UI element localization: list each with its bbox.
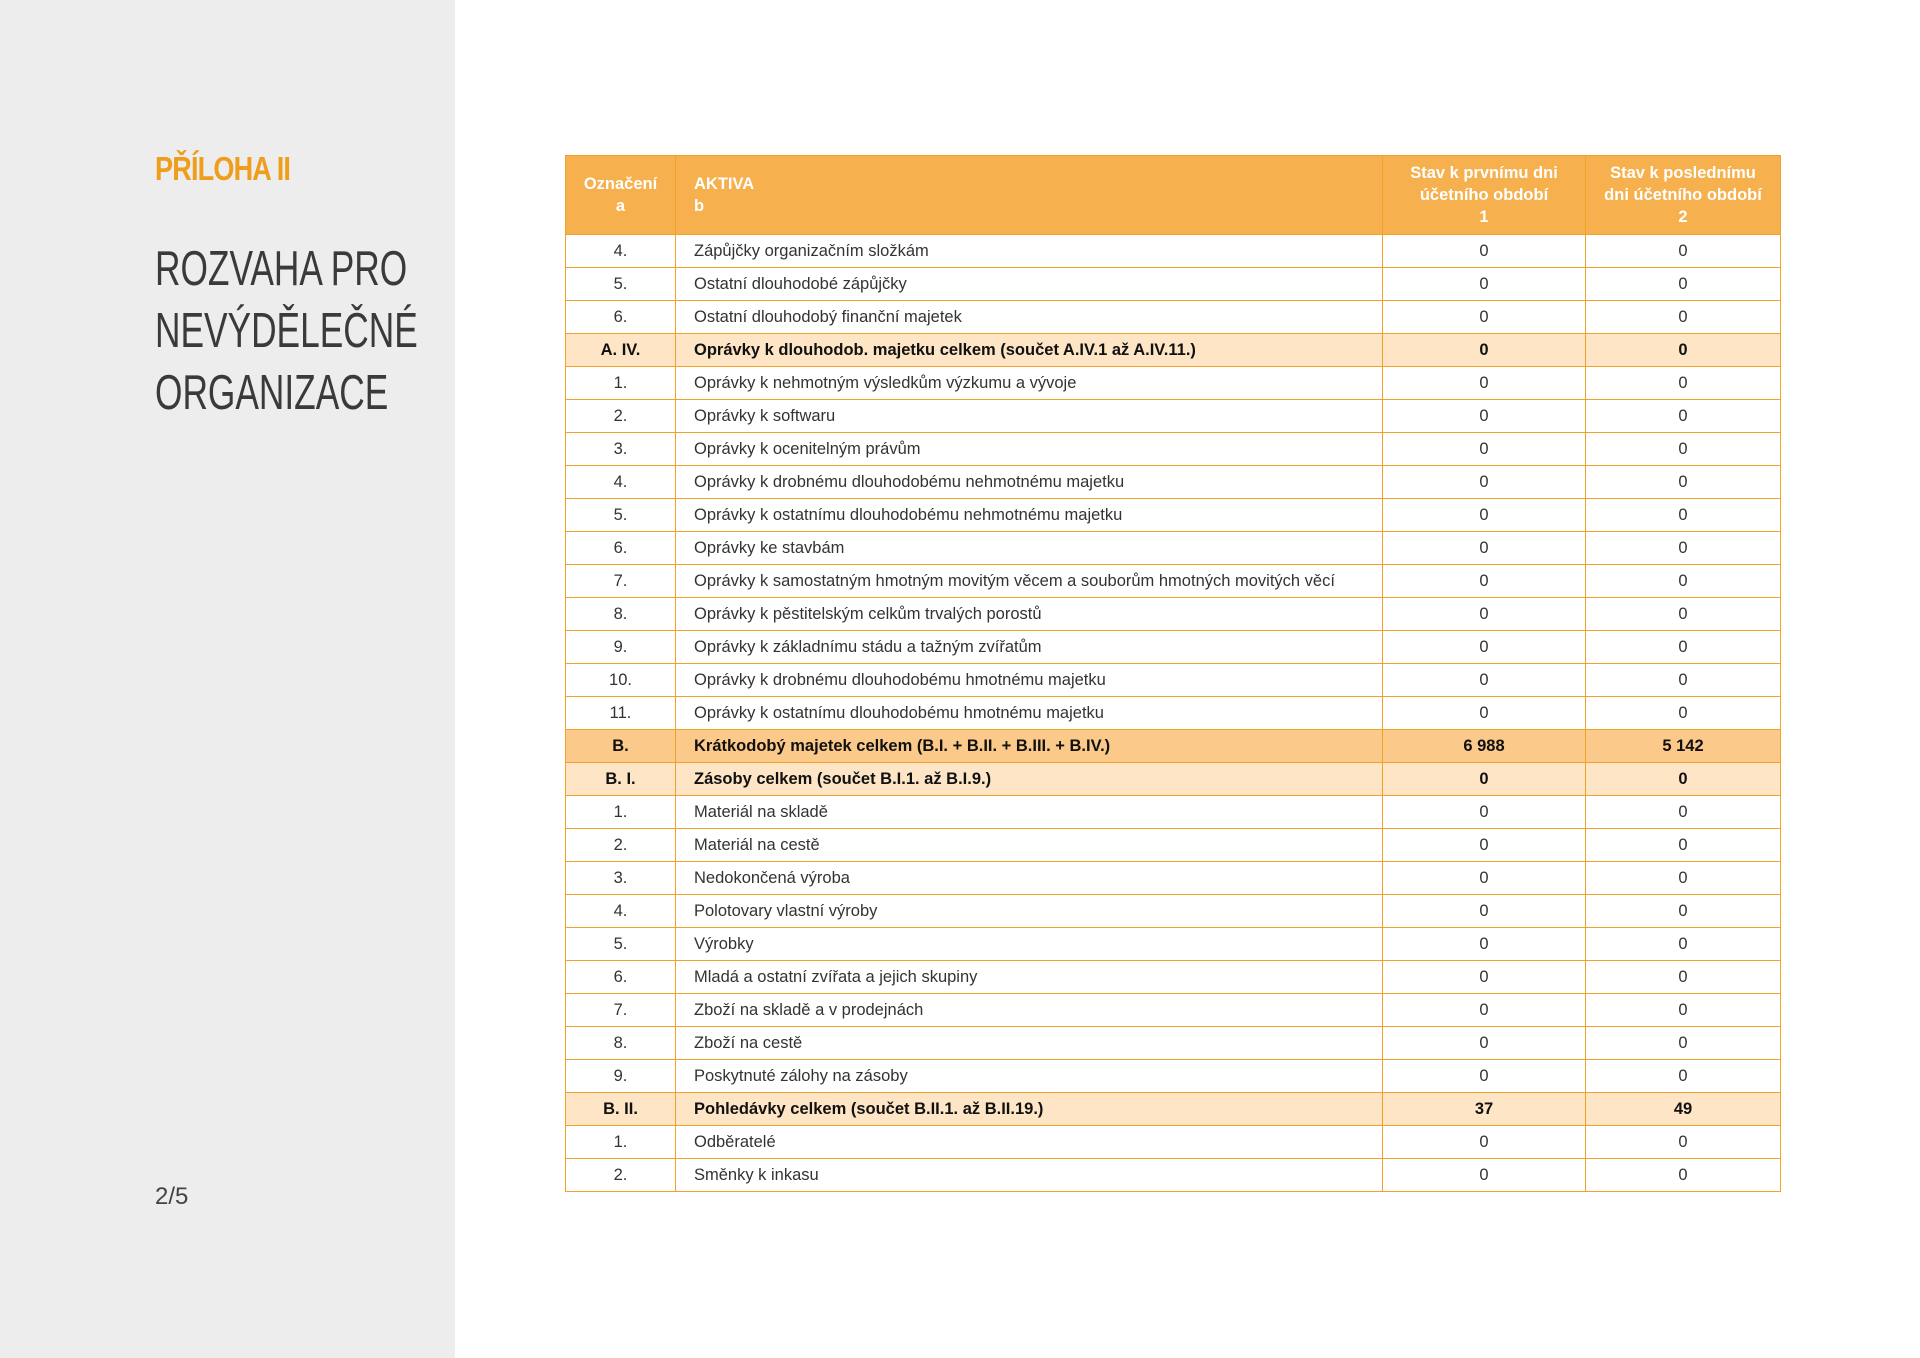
row-last-value: 0	[1586, 400, 1781, 433]
table-row	[566, 862, 1781, 895]
row-first-value: 0	[1383, 400, 1586, 433]
sidebar	[0, 0, 455, 1358]
header-last-line: Stav k poslednímu	[1610, 164, 1756, 182]
row-name: Polotovary vlastní výroby	[676, 895, 1383, 928]
header-code-line: a	[615, 197, 626, 215]
table-row	[566, 400, 1781, 433]
table-row	[566, 301, 1781, 334]
row-first-value: 0	[1383, 433, 1586, 466]
table-row	[566, 532, 1781, 565]
table-row-total	[566, 730, 1781, 763]
table-row	[566, 928, 1781, 961]
table-row	[566, 499, 1781, 532]
row-first-value: 0	[1383, 1159, 1586, 1192]
row-last-value: 0	[1586, 763, 1781, 796]
row-name: Oprávky k základnímu stádu a tažným zvířatům	[676, 631, 1383, 664]
row-first-value: 0	[1383, 301, 1586, 334]
row-first-value: 6 988	[1383, 730, 1586, 763]
row-code: 6.	[566, 301, 676, 334]
header-last-line: dni účetního období	[1604, 186, 1762, 204]
table-row	[566, 697, 1781, 730]
row-code: 6.	[566, 961, 676, 994]
row-last-value: 0	[1586, 532, 1781, 565]
row-last-value: 0	[1586, 367, 1781, 400]
row-name: Mladá a ostatní zvířata a jejich skupiny	[676, 961, 1383, 994]
row-name: Oprávky k ostatnímu dlouhodobému hmotnému majetku	[676, 697, 1383, 730]
row-code: A. IV.	[566, 334, 676, 367]
row-last-value: 0	[1586, 631, 1781, 664]
row-last-value: 0	[1586, 598, 1781, 631]
row-first-value: 0	[1383, 829, 1586, 862]
row-name: Poskytnuté zálohy na zásoby	[676, 1060, 1383, 1093]
row-first-value: 0	[1383, 598, 1586, 631]
header-assets-line: AKTIVA	[694, 175, 755, 193]
row-last-value: 0	[1586, 829, 1781, 862]
row-name: Zboží na skladě a v prodejnách	[676, 994, 1383, 1027]
header-last-line: 2	[1678, 208, 1688, 226]
row-first-value: 0	[1383, 895, 1586, 928]
row-name: Zboží na cestě	[676, 1027, 1383, 1060]
row-last-value: 0	[1586, 895, 1781, 928]
header-first-line: 1	[1479, 208, 1489, 226]
row-name: Pohledávky celkem (součet B.II.1. až B.II.19.)	[676, 1093, 1383, 1126]
row-last-value: 0	[1586, 1159, 1781, 1192]
row-name: Směnky k inkasu	[676, 1159, 1383, 1192]
row-first-value: 0	[1383, 334, 1586, 367]
table-row	[566, 631, 1781, 664]
table-row	[566, 895, 1781, 928]
table-row	[566, 466, 1781, 499]
row-first-value: 0	[1383, 499, 1586, 532]
header-first-line: Stav k prvnímu dni	[1410, 164, 1558, 182]
row-name: Oprávky k dlouhodob. majetku celkem (součet A.IV.1 až A.IV.11.)	[676, 334, 1383, 367]
row-code: 9.	[566, 631, 676, 664]
row-name: Ostatní dlouhodobý finanční majetek	[676, 301, 1383, 334]
table-row	[566, 1126, 1781, 1159]
table-row	[566, 961, 1781, 994]
row-code: 1.	[566, 796, 676, 829]
row-code: 3.	[566, 862, 676, 895]
row-name: Odběratelé	[676, 1126, 1383, 1159]
table-body	[566, 235, 1781, 1192]
appendix-label: PŘÍLOHA II	[155, 150, 291, 187]
row-first-value: 0	[1383, 466, 1586, 499]
row-code: 5.	[566, 268, 676, 301]
row-code: 7.	[566, 994, 676, 1027]
row-name: Krátkodobý majetek celkem (B.I. + B.II. + B.III. + B.IV.)	[676, 730, 1383, 763]
row-name: Zápůjčky organizačním složkám	[676, 235, 1383, 268]
row-code: 11.	[566, 697, 676, 730]
row-last-value: 0	[1586, 862, 1781, 895]
document-title-line: ROZVAHA PRO	[155, 242, 408, 296]
table-row	[566, 565, 1781, 598]
row-last-value: 0	[1586, 235, 1781, 268]
table-row	[566, 268, 1781, 301]
table-row	[566, 1159, 1781, 1192]
row-code: 5.	[566, 499, 676, 532]
table-row	[566, 1060, 1781, 1093]
row-name: Zásoby celkem (součet B.I.1. až B.I.9.)	[676, 763, 1383, 796]
row-code: 2.	[566, 1159, 676, 1192]
row-last-value: 49	[1586, 1093, 1781, 1126]
table-row	[566, 1027, 1781, 1060]
row-code: 4.	[566, 235, 676, 268]
header-code-line: Označení	[583, 175, 658, 193]
row-last-value: 0	[1586, 499, 1781, 532]
row-first-value: 0	[1383, 796, 1586, 829]
row-code: 1.	[566, 1126, 676, 1159]
row-code: 8.	[566, 598, 676, 631]
header-assets	[676, 156, 1383, 235]
row-last-value: 0	[1586, 697, 1781, 730]
row-first-value: 0	[1383, 235, 1586, 268]
row-name: Oprávky k ostatnímu dlouhodobému nehmotnému majetku	[676, 499, 1383, 532]
row-last-value: 0	[1586, 1060, 1781, 1093]
table-row	[566, 994, 1781, 1027]
row-first-value: 0	[1383, 664, 1586, 697]
table-row	[566, 796, 1781, 829]
row-last-value: 5 142	[1586, 730, 1781, 763]
table-header-row	[566, 156, 1781, 235]
header-first-line: účetního období	[1419, 186, 1549, 204]
document-title-line: NEVÝDĚLEČNÉ	[155, 304, 418, 358]
table-row-subtotal	[566, 1093, 1781, 1126]
row-last-value: 0	[1586, 796, 1781, 829]
table-row	[566, 367, 1781, 400]
header-assets-line: b	[694, 197, 705, 215]
row-code: 10.	[566, 664, 676, 697]
row-last-value: 0	[1586, 565, 1781, 598]
row-name: Oprávky k pěstitelským celkům trvalých porostů	[676, 598, 1383, 631]
row-last-value: 0	[1586, 1027, 1781, 1060]
row-name: Výrobky	[676, 928, 1383, 961]
row-first-value: 0	[1383, 697, 1586, 730]
row-last-value: 0	[1586, 1126, 1781, 1159]
page-number: 2/5	[155, 1183, 189, 1210]
table-row-subtotal	[566, 763, 1781, 796]
row-first-value: 0	[1383, 763, 1586, 796]
row-first-value: 0	[1383, 1060, 1586, 1093]
row-name: Oprávky k drobnému dlouhodobému nehmotnému majetku	[676, 466, 1383, 499]
row-code: 2.	[566, 829, 676, 862]
row-name: Oprávky ke stavbám	[676, 532, 1383, 565]
row-code: 6.	[566, 532, 676, 565]
row-last-value: 0	[1586, 466, 1781, 499]
row-first-value: 0	[1383, 367, 1586, 400]
table-row-subtotal	[566, 334, 1781, 367]
row-code: 8.	[566, 1027, 676, 1060]
row-last-value: 0	[1586, 268, 1781, 301]
row-code: 4.	[566, 466, 676, 499]
row-last-value: 0	[1586, 301, 1781, 334]
balance-sheet-table	[565, 155, 1781, 1192]
row-code: 5.	[566, 928, 676, 961]
row-first-value: 0	[1383, 928, 1586, 961]
header-first-day	[1383, 156, 1586, 235]
row-name: Oprávky k samostatným hmotným movitým věcem a souborům hmotných movitých věcí	[676, 565, 1383, 598]
row-first-value: 37	[1383, 1093, 1586, 1126]
table-row	[566, 433, 1781, 466]
row-name: Oprávky k nehmotným výsledkům výzkumu a vývoje	[676, 367, 1383, 400]
row-first-value: 0	[1383, 1027, 1586, 1060]
row-name: Ostatní dlouhodobé zápůjčky	[676, 268, 1383, 301]
table-row	[566, 829, 1781, 862]
row-name: Oprávky k ocenitelným právům	[676, 433, 1383, 466]
row-code: B. I.	[566, 763, 676, 796]
row-last-value: 0	[1586, 961, 1781, 994]
row-code: 1.	[566, 367, 676, 400]
row-first-value: 0	[1383, 1126, 1586, 1159]
row-code: 4.	[566, 895, 676, 928]
row-last-value: 0	[1586, 664, 1781, 697]
row-first-value: 0	[1383, 961, 1586, 994]
row-last-value: 0	[1586, 433, 1781, 466]
row-code: 2.	[566, 400, 676, 433]
row-name: Materiál na cestě	[676, 829, 1383, 862]
table-row	[566, 235, 1781, 268]
table-row	[566, 598, 1781, 631]
row-last-value: 0	[1586, 334, 1781, 367]
row-first-value: 0	[1383, 532, 1586, 565]
document-title-line: ORGANIZACE	[155, 366, 389, 420]
row-first-value: 0	[1383, 631, 1586, 664]
row-name: Oprávky k softwaru	[676, 400, 1383, 433]
row-name: Oprávky k drobnému dlouhodobému hmotnému majetku	[676, 664, 1383, 697]
table-row	[566, 664, 1781, 697]
row-code: 7.	[566, 565, 676, 598]
row-code: B.	[566, 730, 676, 763]
row-name: Materiál na skladě	[676, 796, 1383, 829]
row-code: 9.	[566, 1060, 676, 1093]
row-code: 3.	[566, 433, 676, 466]
row-code: B. II.	[566, 1093, 676, 1126]
row-first-value: 0	[1383, 862, 1586, 895]
document-title	[155, 238, 418, 424]
row-first-value: 0	[1383, 268, 1586, 301]
header-code	[566, 156, 676, 235]
row-last-value: 0	[1586, 928, 1781, 961]
row-name: Nedokončená výroba	[676, 862, 1383, 895]
header-last-day	[1586, 156, 1781, 235]
row-last-value: 0	[1586, 994, 1781, 1027]
row-first-value: 0	[1383, 994, 1586, 1027]
row-first-value: 0	[1383, 565, 1586, 598]
